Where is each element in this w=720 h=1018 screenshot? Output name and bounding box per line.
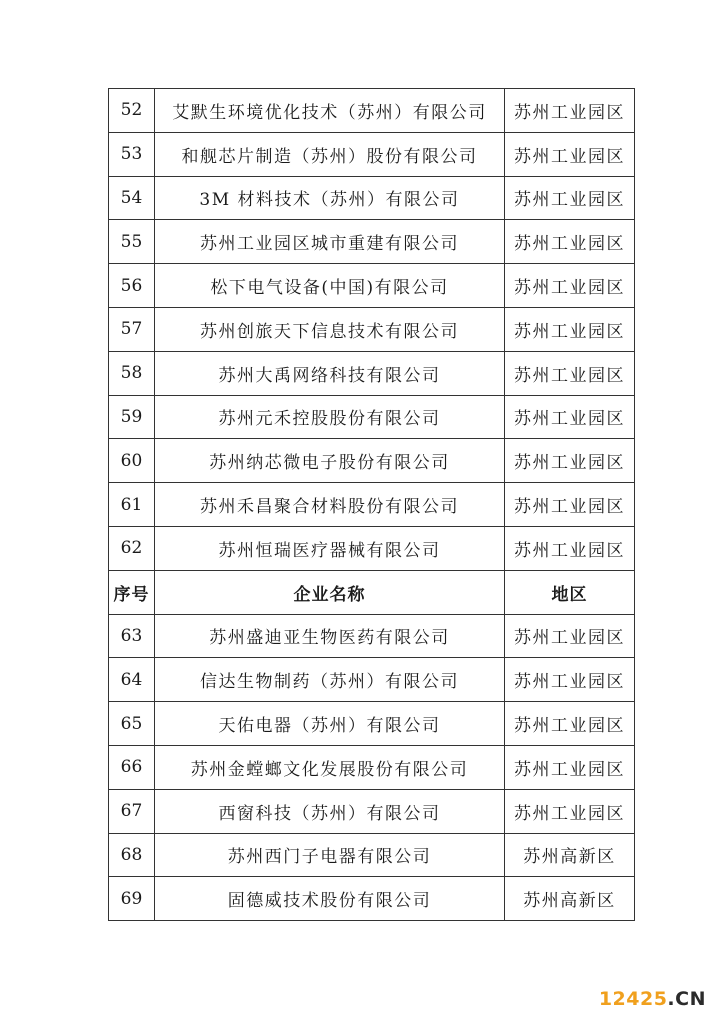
row-region: 苏州高新区 bbox=[505, 833, 635, 877]
row-num: 60 bbox=[109, 439, 155, 483]
table-row bbox=[109, 745, 635, 789]
row-num: 54 bbox=[109, 176, 155, 220]
row-company-name: 松下电气设备(中国)有限公司 bbox=[155, 264, 505, 308]
row-region: 苏州工业园区 bbox=[505, 132, 635, 176]
row-num: 58 bbox=[109, 351, 155, 395]
row-company-name: 3M 材料技术（苏州）有限公司 bbox=[155, 176, 505, 220]
row-company-name: 苏州创旅天下信息技术有限公司 bbox=[155, 307, 505, 351]
watermark-dot: . bbox=[667, 988, 676, 1010]
row-company-name: 和舰芯片制造（苏州）股份有限公司 bbox=[155, 132, 505, 176]
row-region: 苏州工业园区 bbox=[505, 264, 635, 308]
table-row bbox=[109, 614, 635, 658]
row-num: 63 bbox=[109, 614, 155, 658]
table-row bbox=[109, 176, 635, 220]
row-company-name: 苏州工业园区城市重建有限公司 bbox=[155, 220, 505, 264]
table-row bbox=[109, 526, 635, 570]
table-row bbox=[109, 395, 635, 439]
table-row bbox=[109, 702, 635, 746]
row-region: 苏州高新区 bbox=[505, 877, 635, 921]
table-row bbox=[109, 89, 635, 133]
header-name: 企业名称 bbox=[155, 570, 505, 614]
row-company-name: 苏州盛迪亚生物医药有限公司 bbox=[155, 614, 505, 658]
row-num: 61 bbox=[109, 483, 155, 527]
row-region: 苏州工业园区 bbox=[505, 483, 635, 527]
row-num: 68 bbox=[109, 833, 155, 877]
row-region: 苏州工业园区 bbox=[505, 745, 635, 789]
row-company-name: 苏州纳芯微电子股份有限公司 bbox=[155, 439, 505, 483]
row-region: 苏州工业园区 bbox=[505, 789, 635, 833]
row-company-name: 固德威技术股份有限公司 bbox=[155, 877, 505, 921]
row-region: 苏州工业园区 bbox=[505, 176, 635, 220]
row-num: 62 bbox=[109, 526, 155, 570]
row-company-name: 信达生物制药（苏州）有限公司 bbox=[155, 658, 505, 702]
table-row bbox=[109, 132, 635, 176]
table-header-row bbox=[109, 570, 635, 614]
watermark-cn: CN bbox=[675, 988, 706, 1010]
row-num: 57 bbox=[109, 307, 155, 351]
table-row bbox=[109, 658, 635, 702]
row-num: 67 bbox=[109, 789, 155, 833]
row-num: 53 bbox=[109, 132, 155, 176]
row-region: 苏州工业园区 bbox=[505, 89, 635, 133]
table-row bbox=[109, 307, 635, 351]
row-region: 苏州工业园区 bbox=[505, 220, 635, 264]
table-row bbox=[109, 483, 635, 527]
row-company-name: 苏州金螳螂文化发展股份有限公司 bbox=[155, 745, 505, 789]
table-row bbox=[109, 264, 635, 308]
table-header-section bbox=[109, 570, 635, 614]
row-num: 66 bbox=[109, 745, 155, 789]
table-row bbox=[109, 351, 635, 395]
table-body-bottom bbox=[109, 614, 635, 921]
row-num: 55 bbox=[109, 220, 155, 264]
row-region: 苏州工业园区 bbox=[505, 614, 635, 658]
row-company-name: 苏州大禹网络科技有限公司 bbox=[155, 351, 505, 395]
row-region: 苏州工业园区 bbox=[505, 439, 635, 483]
row-num: 65 bbox=[109, 702, 155, 746]
row-num: 64 bbox=[109, 658, 155, 702]
site-watermark-logo bbox=[599, 988, 706, 1010]
row-region: 苏州工业园区 bbox=[505, 395, 635, 439]
row-company-name: 苏州元禾控股股份有限公司 bbox=[155, 395, 505, 439]
row-num: 69 bbox=[109, 877, 155, 921]
table-row bbox=[109, 833, 635, 877]
row-company-name: 西窗科技（苏州）有限公司 bbox=[155, 789, 505, 833]
row-company-name: 苏州恒瑞医疗器械有限公司 bbox=[155, 526, 505, 570]
row-region: 苏州工业园区 bbox=[505, 702, 635, 746]
row-company-name: 苏州禾昌聚合材料股份有限公司 bbox=[155, 483, 505, 527]
row-region: 苏州工业园区 bbox=[505, 658, 635, 702]
table-row bbox=[109, 877, 635, 921]
row-company-name: 天佑电器（苏州）有限公司 bbox=[155, 702, 505, 746]
table-row bbox=[109, 789, 635, 833]
table-row bbox=[109, 439, 635, 483]
row-company-name: 苏州西门子电器有限公司 bbox=[155, 833, 505, 877]
row-num: 59 bbox=[109, 395, 155, 439]
row-num: 56 bbox=[109, 264, 155, 308]
table-body-top bbox=[109, 89, 635, 571]
table-row bbox=[109, 220, 635, 264]
row-num: 52 bbox=[109, 89, 155, 133]
header-num: 序号 bbox=[109, 570, 155, 614]
row-region: 苏州工业园区 bbox=[505, 351, 635, 395]
row-region: 苏州工业园区 bbox=[505, 307, 635, 351]
row-company-name: 艾默生环境优化技术（苏州）有限公司 bbox=[155, 89, 505, 133]
header-region: 地区 bbox=[505, 570, 635, 614]
row-region: 苏州工业园区 bbox=[505, 526, 635, 570]
watermark-number: 12425 bbox=[598, 988, 668, 1010]
enterprise-table bbox=[108, 88, 635, 921]
